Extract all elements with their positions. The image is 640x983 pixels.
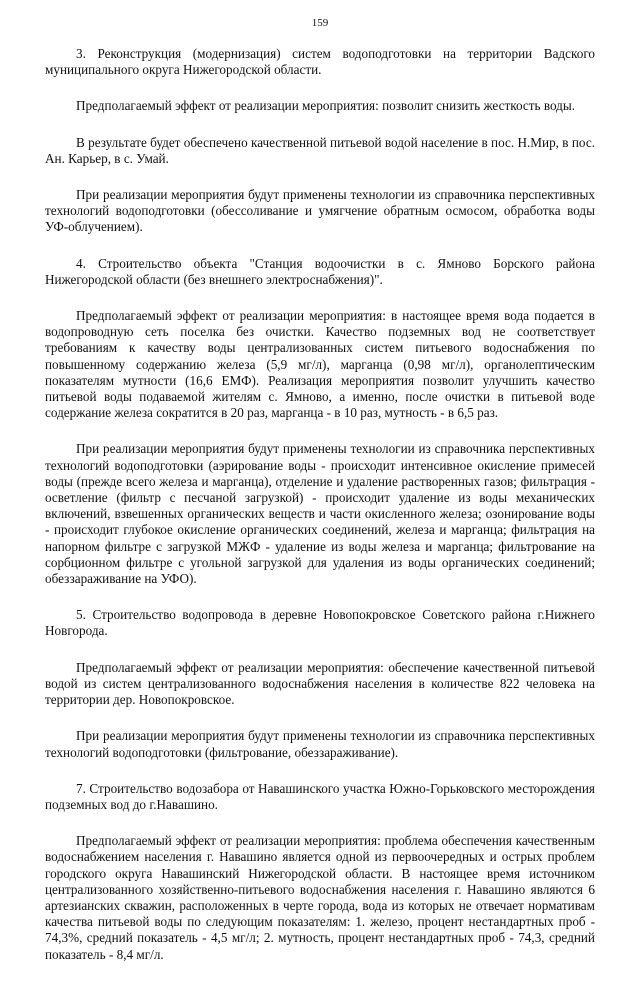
item-5-effect: Предполагаемый эффект от реализации мероприятия: обеспечение качественной питьевой водой из систем централизованного водоснабжения населения в количестве 822 человека на территории дер. Новопокровское. — [45, 659, 595, 708]
item-3-heading: 3. Реконструкция (модернизация) систем водоподготовки на территории Вадского муниципального округа Нижегородской области. — [45, 46, 595, 78]
document-body — [45, 46, 595, 983]
item-5-technologies: При реализации мероприятия будут применены технологии из справочника перспективных технологий водоподготовки (фильтрование, обеззараживание). — [45, 728, 595, 760]
page-number: 159 — [311, 17, 329, 29]
item-4-technologies: При реализации мероприятия будут применены технологии из справочника перспективных технологий водоподготовки (аэрирование воды - происходит интенсивное окисление примесей воды (прежде всего железа и марганца), отделение и удаление растворенных газов; фильтрация - осветление (фильтр с песчаной загрузкой) - происходит удаление из воды механических включений, взвешенных органических веществ и части окисленного железа; озонирование воды - происходит глубокое окисление органических соединений, железа и марганца; фильтрация на напорном фильтре с загрузкой МЖФ - удаление из воды железа и марганца; фильтрование на сорбционном фильтре с угольной загрузкой для удаления из воды органических соединений; обеззараживание на УФО). — [45, 441, 595, 587]
item-3-effect: Предполагаемый эффект от реализации мероприятия: позволит снизить жесткость воды. — [76, 98, 576, 114]
item-7-heading: 7. Строительство водозабора от Навашинского участка Южно-Горьковского месторождения подземных вод до г.Навашино. — [45, 780, 595, 812]
item-4-heading: 4. Строительство объекта "Станция водоочистки в с. Ямново Борского района Нижегородской области (без внешнего электроснабжения)". — [45, 255, 595, 287]
item-4-effect: Предполагаемый эффект от реализации мероприятия: в настоящее время вода подается в водопроводную сеть поселка без очистки. Качество подземных вод не соответствует требованиям к качеству воды централизованных систем питьевого водоснабжения по повышенному содержанию железа (5,9 мг/л), марганца (0,98 мг/л), органолептическим показателям мутности (16,6 ЕМФ). Реализация мероприятия позволит улучшить качество питьевой воды подаваемой жителям с. Ямново, а именно, после очистки в питьевой воде содержание железа сократится в 20 раз, марганца - в 10 раз, мутность - в 6,5 раз. — [45, 308, 595, 421]
item-7-effect: Предполагаемый эффект от реализации мероприятия: проблема обеспечения качественным водоснабжением населения г. Навашино является одной из первоочередных и острых проблем городского округа Навашинский Нижегородской области. В настоящее время источником централизованного хозяйственно-питьевого водоснабжения населения г. Навашино являются 6 артезианских скважин, расположенных в черте города, вода из которых не отвечает нормативам качества питьевой воды по следующим показателям: 1. железо, процент нестандартных проб - 74,3%, средний показатель - 4,5 мг/л; 2. мутность, процент нестандартных проб - 74,3, средний показатель - 8,4 мг/л. — [45, 833, 595, 962]
item-5-heading: 5. Строительство водопровода в деревне Новопокровское Советского района г.Нижнего Новгорода. — [45, 607, 595, 639]
item-3-result: В результате будет обеспечено качественной питьевой водой население в пос. Н.Мир, в пос. Ан. Карьер, в с. Умай. — [45, 134, 595, 166]
item-3-technologies: При реализации мероприятия будут применены технологии из справочника перспективных технологий водоподготовки (обессоливание и умягчение обратным осмосом, обработка воды УФ-облучением). — [45, 187, 595, 235]
